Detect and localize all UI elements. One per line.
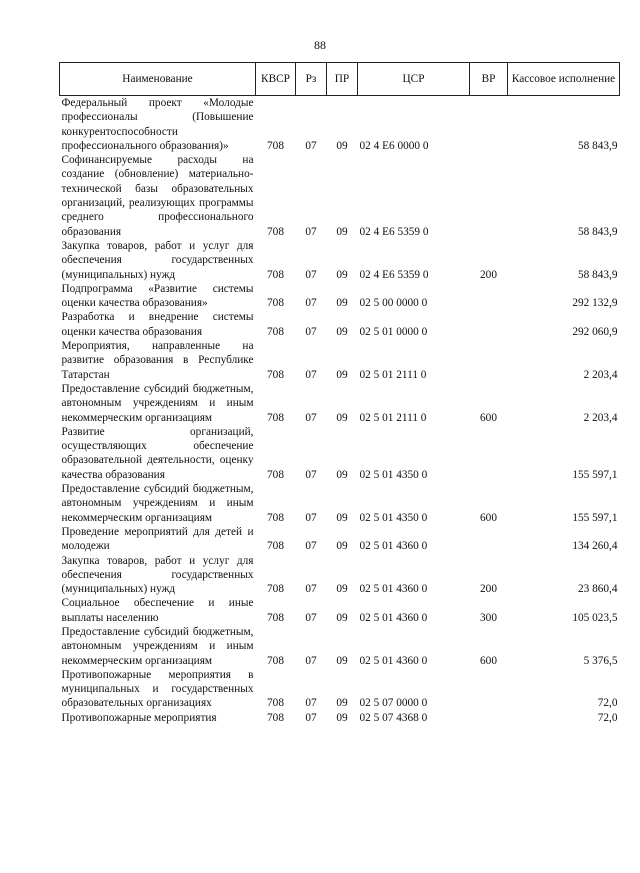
cell-rz: 07 (305, 139, 317, 152)
cell-kvsr: 708 (267, 268, 284, 281)
cell-csr: 02 5 01 4360 0 (359, 540, 428, 553)
table-body (60, 96, 620, 726)
cell-amount: 2 203,4 (583, 368, 618, 381)
table-row (60, 668, 620, 711)
cell-csr: 02 5 01 4350 0 (359, 468, 428, 481)
cell-name: Социальное обеспечение и иные выплаты населению (61, 597, 254, 624)
cell-rz: 07 (305, 611, 317, 624)
header-pr: ПР (327, 63, 358, 96)
cell-kvsr: 708 (267, 511, 284, 524)
cell-pr: 09 (336, 583, 348, 596)
cell-vr: 200 (480, 583, 497, 596)
cell-rz: 07 (305, 225, 317, 238)
cell-amount: 155 597,1 (572, 511, 618, 524)
cell-vr: 200 (480, 268, 497, 281)
cell-name: Закупка товаров, работ и услуг для обеспечения государственных (муниципальных) нужд (61, 554, 254, 596)
page-number: 88 (314, 38, 326, 52)
cell-vr (470, 96, 508, 154)
table-row (60, 711, 620, 725)
header-vr: ВР (470, 63, 508, 96)
table-row (60, 482, 620, 525)
cell-amount: 155 597,1 (572, 468, 618, 481)
cell-rz: 07 (305, 540, 317, 553)
cell-amount: 23 860,4 (577, 583, 618, 596)
cell-pr: 09 (336, 540, 348, 553)
cell-amount: 58 843,9 (577, 268, 618, 281)
cell-csr: 02 5 07 4368 0 (359, 711, 428, 724)
cell-amount: 58 843,9 (577, 139, 618, 152)
cell-csr: 02 5 01 2111 0 (359, 368, 427, 381)
cell-rz: 07 (305, 368, 317, 381)
header-row (60, 63, 620, 96)
cell-pr: 09 (336, 411, 348, 424)
cell-amount: 105 023,5 (572, 611, 618, 624)
cell-name: Предоставление субсидий бюджетным, автономным учреждениям и иным некоммерческим организациям (61, 625, 254, 667)
cell-vr (470, 425, 508, 482)
cell-name: Мероприятия, направленные на развитие образования в Республике Татарстан (61, 340, 254, 381)
table-header (60, 63, 620, 96)
cell-kvsr: 708 (267, 325, 284, 338)
cell-csr: 02 4 Е6 5359 0 (359, 225, 429, 238)
cell-pr: 09 (336, 368, 348, 381)
cell-pr: 09 (336, 268, 348, 281)
cell-rz: 07 (305, 325, 317, 338)
cell-vr (470, 525, 508, 554)
cell-name: Разработка и внедрение системы оценки качества образования (61, 311, 254, 338)
cell-amount: 134 260,4 (572, 540, 618, 553)
cell-name: Софинансируемые расходы на создание (обновление) материально-технической базы образовательных организаций, реализующих программы среднего профессионального образования (61, 154, 254, 238)
cell-name: Подпрограмма «Развитие системы оценки качества образования» (61, 282, 254, 310)
cell-amount: 72,0 (597, 697, 618, 710)
cell-pr: 09 (336, 654, 348, 667)
header-rz: Рз (296, 63, 327, 96)
cell-pr: 09 (336, 611, 348, 624)
cell-amount: 58 843,9 (577, 225, 618, 238)
table-row (60, 525, 620, 554)
cell-pr: 09 (336, 711, 348, 724)
cell-kvsr: 708 (267, 611, 284, 624)
cell-name: Предоставление субсидий бюджетным, автономным учреждениям и иным некоммерческим организациям (61, 483, 254, 524)
table-row (60, 153, 620, 239)
cell-rz: 07 (305, 697, 317, 710)
cell-rz: 07 (305, 411, 317, 424)
cell-rz: 07 (305, 711, 317, 724)
cell-kvsr: 708 (267, 225, 284, 238)
cell-csr: 02 5 01 4360 0 (359, 654, 428, 667)
cell-csr: 02 5 01 0000 0 (359, 325, 428, 338)
table-row (60, 310, 620, 339)
cell-csr: 02 5 01 4350 0 (359, 511, 428, 524)
cell-pr: 09 (336, 139, 348, 152)
table-row (60, 96, 620, 154)
cell-vr: 600 (480, 654, 497, 667)
cell-csr: 02 4 Е6 5359 0 (359, 268, 429, 281)
cell-kvsr: 708 (267, 411, 284, 424)
table-row (60, 282, 620, 311)
cell-kvsr: 708 (267, 540, 284, 553)
cell-kvsr: 708 (267, 711, 284, 724)
cell-rz: 07 (305, 654, 317, 667)
cell-amount: 5 376,5 (583, 654, 618, 667)
cell-kvsr: 708 (267, 697, 284, 710)
cell-vr (470, 310, 508, 339)
cell-vr (470, 282, 508, 311)
cell-csr: 02 5 01 4360 0 (359, 583, 428, 596)
cell-pr: 09 (336, 511, 348, 524)
header-amount: Кассовое исполнение (508, 63, 620, 96)
cell-name: Закупка товаров, работ и услуг для обеспечения государственных (муниципальных) нужд (61, 239, 254, 281)
cell-rz: 07 (305, 268, 317, 281)
cell-amount: 2 203,4 (583, 411, 618, 424)
cell-name: Развитие организаций, осуществляющих обеспечение образовательной деятельности, оценку качества образования (61, 425, 254, 481)
table-row (60, 239, 620, 282)
cell-kvsr: 708 (267, 368, 284, 381)
cell-rz: 07 (305, 468, 317, 481)
cell-vr (470, 668, 508, 711)
cell-name: Проведение мероприятий для детей и молодежи (61, 525, 254, 553)
cell-name: Противопожарные мероприятия в муниципальных и государственных образовательных организациях (61, 668, 254, 710)
cell-vr: 300 (480, 611, 497, 624)
cell-name: Противопожарные мероприятия (61, 711, 217, 724)
cell-amount: 292 132,9 (572, 297, 618, 310)
cell-vr: 600 (480, 411, 497, 424)
cell-rz: 07 (305, 297, 317, 310)
table-row (60, 554, 620, 597)
cell-name: Предоставление субсидий бюджетным, автономным учреждениям и иным некоммерческим организациям (61, 382, 254, 424)
cell-vr (470, 153, 508, 239)
cell-kvsr: 708 (267, 139, 284, 152)
cell-pr: 09 (336, 325, 348, 338)
cell-rz: 07 (305, 583, 317, 596)
cell-pr: 09 (336, 468, 348, 481)
cell-kvsr: 708 (267, 583, 284, 596)
budget-table (59, 62, 620, 725)
header-kvsr: КВСР (256, 63, 296, 96)
cell-csr: 02 4 Е6 0000 0 (359, 139, 429, 152)
header-csr: ЦСР (358, 63, 470, 96)
cell-kvsr: 708 (267, 468, 284, 481)
cell-amount: 72,0 (597, 711, 618, 724)
table-row (60, 625, 620, 668)
cell-pr: 09 (336, 697, 348, 710)
cell-csr: 02 5 01 2111 0 (359, 411, 427, 424)
cell-pr: 09 (336, 225, 348, 238)
header-name: Наименование (60, 63, 256, 96)
cell-kvsr: 708 (267, 654, 284, 667)
cell-name: Федеральный проект «Молодые профессионалы (Повышение конкурентоспособности профессионального образования)» (61, 97, 254, 152)
cell-vr (470, 339, 508, 382)
cell-vr (470, 711, 508, 725)
cell-csr: 02 5 07 0000 0 (359, 697, 428, 710)
table-row (60, 382, 620, 425)
cell-amount: 292 060,9 (572, 325, 618, 338)
table-row (60, 596, 620, 625)
table-row (60, 425, 620, 482)
table-row (60, 339, 620, 382)
cell-csr: 02 5 01 4360 0 (359, 611, 428, 624)
cell-csr: 02 5 00 0000 0 (359, 297, 428, 310)
cell-vr: 600 (480, 511, 497, 524)
cell-kvsr: 708 (267, 297, 284, 310)
cell-rz: 07 (305, 511, 317, 524)
cell-pr: 09 (336, 297, 348, 310)
